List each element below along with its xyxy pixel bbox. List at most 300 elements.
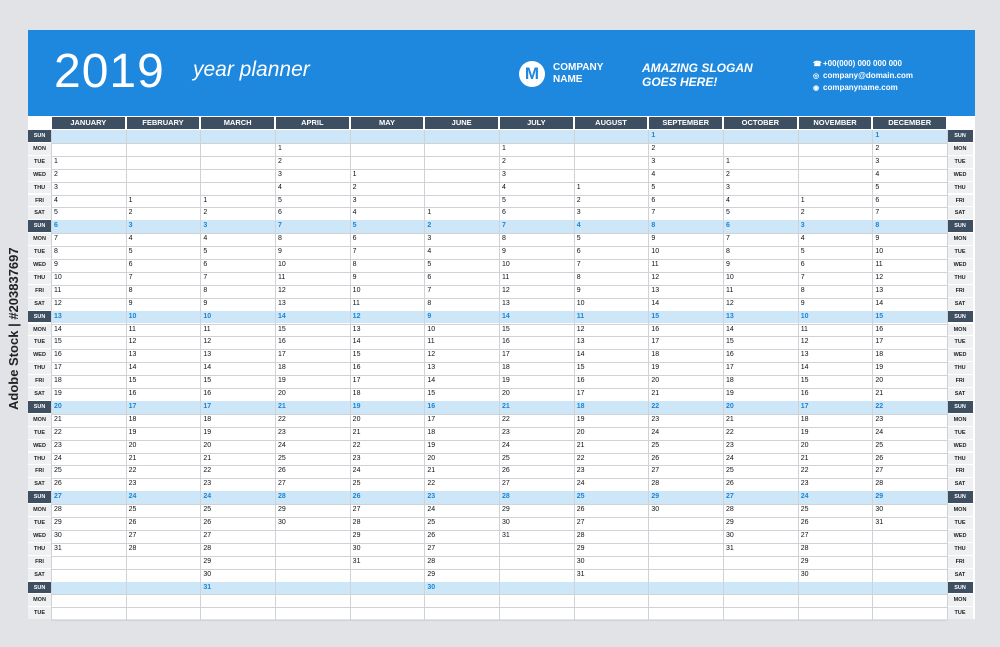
day-cell[interactable]: 6 xyxy=(651,196,656,204)
day-cell[interactable]: 3 xyxy=(352,196,357,204)
day-cell[interactable]: 3 xyxy=(427,235,432,243)
day-cell[interactable]: 7 xyxy=(576,261,581,268)
day-cell[interactable]: 27 xyxy=(352,506,361,514)
day-cell[interactable]: 10 xyxy=(800,312,809,320)
day-cell[interactable]: 17 xyxy=(54,364,62,372)
day-cell[interactable]: 6 xyxy=(427,273,432,281)
day-cell[interactable]: 22 xyxy=(726,428,734,436)
day-cell[interactable]: 24 xyxy=(576,480,585,488)
day-cell[interactable]: 24 xyxy=(352,467,361,475)
day-cell[interactable]: 23 xyxy=(726,441,734,449)
day-cell[interactable]: 23 xyxy=(502,428,510,436)
day-cell[interactable]: 7 xyxy=(278,222,282,230)
day-cell[interactable]: 1 xyxy=(576,183,581,191)
day-cell[interactable]: 31 xyxy=(576,570,585,578)
day-cell[interactable]: 30 xyxy=(576,557,585,565)
day-cell[interactable]: 11 xyxy=(576,312,585,320)
day-cell[interactable]: 2 xyxy=(352,183,357,191)
day-cell[interactable]: 2 xyxy=(427,222,432,230)
day-cell[interactable]: 1 xyxy=(352,170,357,178)
day-cell[interactable]: 15 xyxy=(278,325,286,333)
day-cell[interactable]: 29 xyxy=(502,506,510,514)
day-cell[interactable]: 4 xyxy=(128,235,133,243)
day-cell[interactable]: 25 xyxy=(875,441,884,449)
day-cell[interactable]: 16 xyxy=(54,351,62,359)
day-cell[interactable]: 13 xyxy=(800,351,809,359)
day-cell[interactable]: 3 xyxy=(726,183,730,191)
day-cell[interactable]: 25 xyxy=(800,506,809,514)
day-cell[interactable]: 6 xyxy=(128,261,133,268)
day-cell[interactable]: 18 xyxy=(427,428,436,436)
day-cell[interactable]: 1 xyxy=(427,209,432,217)
day-cell[interactable]: 13 xyxy=(576,338,585,346)
day-cell[interactable]: 20 xyxy=(352,415,361,423)
day-cell[interactable]: 5 xyxy=(128,248,133,256)
day-cell[interactable]: 18 xyxy=(800,415,809,423)
day-cell[interactable]: 20 xyxy=(278,390,286,397)
day-cell[interactable]: 17 xyxy=(427,415,436,423)
day-cell[interactable]: 5 xyxy=(352,222,357,230)
day-cell[interactable]: 3 xyxy=(278,170,282,178)
day-cell[interactable]: 28 xyxy=(576,531,585,539)
day-cell[interactable]: 22 xyxy=(278,415,286,423)
day-cell[interactable]: 11 xyxy=(726,286,734,294)
day-cell[interactable]: 7 xyxy=(128,273,133,281)
day-cell[interactable]: 24 xyxy=(203,493,212,501)
day-cell[interactable]: 20 xyxy=(726,402,734,410)
day-cell[interactable]: 26 xyxy=(502,467,510,475)
day-cell[interactable]: 20 xyxy=(502,390,510,397)
day-cell[interactable]: 25 xyxy=(278,454,286,462)
day-cell[interactable]: 6 xyxy=(502,209,506,217)
day-cell[interactable]: 11 xyxy=(352,299,360,307)
day-cell[interactable]: 31 xyxy=(726,544,734,552)
day-cell[interactable]: 15 xyxy=(352,351,361,359)
day-cell[interactable]: 16 xyxy=(576,377,585,385)
day-cell[interactable]: 19 xyxy=(800,428,809,436)
day-cell[interactable]: 28 xyxy=(800,544,809,552)
day-cell[interactable]: 13 xyxy=(502,299,510,307)
day-cell[interactable]: 8 xyxy=(576,273,581,281)
day-cell[interactable]: 7 xyxy=(54,235,58,243)
day-cell[interactable]: 20 xyxy=(800,441,809,449)
day-cell[interactable]: 12 xyxy=(278,286,286,294)
day-cell[interactable]: 2 xyxy=(875,144,880,152)
day-cell[interactable]: 22 xyxy=(800,467,809,475)
day-cell[interactable]: 19 xyxy=(128,428,137,436)
day-cell[interactable]: 30 xyxy=(352,544,361,552)
day-cell[interactable]: 19 xyxy=(54,390,62,397)
day-cell[interactable]: 31 xyxy=(352,557,361,565)
day-cell[interactable]: 6 xyxy=(800,261,805,268)
day-cell[interactable]: 14 xyxy=(128,364,137,372)
day-cell[interactable]: 21 xyxy=(352,428,361,436)
day-cell[interactable]: 4 xyxy=(54,196,58,204)
day-cell[interactable]: 15 xyxy=(576,364,585,372)
day-cell[interactable]: 25 xyxy=(726,467,734,475)
day-cell[interactable]: 24 xyxy=(502,441,510,449)
day-cell[interactable]: 21 xyxy=(875,390,884,397)
day-cell[interactable]: 17 xyxy=(278,351,286,359)
day-cell[interactable]: 14 xyxy=(651,299,660,307)
day-cell[interactable]: 9 xyxy=(726,261,730,268)
day-cell[interactable]: 25 xyxy=(651,441,660,449)
day-cell[interactable]: 21 xyxy=(203,454,212,462)
day-cell[interactable]: 1 xyxy=(203,196,208,204)
day-cell[interactable]: 4 xyxy=(278,183,282,191)
day-cell[interactable]: 9 xyxy=(54,261,58,268)
day-cell[interactable]: 23 xyxy=(128,480,137,488)
day-cell[interactable]: 21 xyxy=(800,454,809,462)
day-cell[interactable]: 19 xyxy=(427,441,436,449)
day-cell[interactable]: 22 xyxy=(54,428,62,436)
day-cell[interactable]: 6 xyxy=(576,248,581,256)
day-cell[interactable]: 26 xyxy=(875,454,884,462)
day-cell[interactable]: 11 xyxy=(203,325,211,333)
day-cell[interactable]: 11 xyxy=(800,325,808,333)
day-cell[interactable]: 8 xyxy=(726,248,730,256)
day-cell[interactable]: 12 xyxy=(352,312,361,320)
day-cell[interactable]: 2 xyxy=(651,144,656,152)
day-cell[interactable]: 18 xyxy=(352,390,361,397)
day-cell[interactable]: 10 xyxy=(502,261,510,268)
day-cell[interactable]: 18 xyxy=(875,351,884,359)
day-cell[interactable]: 8 xyxy=(278,235,282,243)
day-cell[interactable]: 24 xyxy=(128,493,137,501)
day-cell[interactable]: 26 xyxy=(203,519,212,526)
day-cell[interactable]: 2 xyxy=(800,209,805,217)
day-cell[interactable]: 9 xyxy=(800,299,805,307)
day-cell[interactable]: 13 xyxy=(278,299,286,307)
day-cell[interactable]: 27 xyxy=(203,531,212,539)
day-cell[interactable]: 14 xyxy=(800,364,809,372)
day-cell[interactable]: 2 xyxy=(576,196,581,204)
day-cell[interactable]: 14 xyxy=(576,351,585,359)
day-cell[interactable]: 25 xyxy=(128,506,137,514)
day-cell[interactable]: 1 xyxy=(651,132,656,139)
day-cell[interactable]: 26 xyxy=(352,493,361,501)
day-cell[interactable]: 2 xyxy=(278,157,282,165)
day-cell[interactable]: 4 xyxy=(800,235,805,243)
day-cell[interactable]: 6 xyxy=(352,235,357,243)
day-cell[interactable]: 29 xyxy=(54,519,62,526)
day-cell[interactable]: 5 xyxy=(800,248,805,256)
day-cell[interactable]: 8 xyxy=(427,299,432,307)
day-cell[interactable]: 17 xyxy=(502,351,510,359)
day-cell[interactable]: 29 xyxy=(875,493,884,501)
day-cell[interactable]: 8 xyxy=(352,261,357,268)
day-cell[interactable]: 18 xyxy=(128,415,137,423)
day-cell[interactable]: 4 xyxy=(576,222,581,230)
day-cell[interactable]: 22 xyxy=(427,480,436,488)
day-cell[interactable]: 10 xyxy=(427,325,436,333)
day-cell[interactable]: 9 xyxy=(278,248,282,256)
day-cell[interactable]: 16 xyxy=(427,402,436,410)
day-cell[interactable]: 16 xyxy=(800,390,809,397)
day-cell[interactable]: 19 xyxy=(502,377,510,385)
day-cell[interactable]: 5 xyxy=(278,196,282,204)
day-cell[interactable]: 20 xyxy=(875,377,884,385)
day-cell[interactable]: 29 xyxy=(576,544,585,552)
day-cell[interactable]: 10 xyxy=(54,273,62,281)
day-cell[interactable]: 15 xyxy=(427,390,436,397)
day-cell[interactable]: 23 xyxy=(427,493,436,501)
day-cell[interactable]: 27 xyxy=(128,531,137,539)
day-cell[interactable]: 7 xyxy=(427,286,432,294)
day-cell[interactable]: 27 xyxy=(800,531,809,539)
day-cell[interactable]: 13 xyxy=(427,364,436,372)
day-cell[interactable]: 19 xyxy=(651,364,660,372)
day-cell[interactable]: 29 xyxy=(800,557,809,565)
day-cell[interactable]: 3 xyxy=(54,183,58,191)
day-cell[interactable]: 17 xyxy=(576,390,585,397)
day-cell[interactable]: 23 xyxy=(54,441,62,449)
day-cell[interactable]: 2 xyxy=(128,209,133,217)
day-cell[interactable]: 27 xyxy=(726,493,734,501)
day-cell[interactable]: 12 xyxy=(726,299,734,307)
day-cell[interactable]: 15 xyxy=(203,377,212,385)
day-cell[interactable]: 10 xyxy=(278,261,286,268)
day-cell[interactable]: 13 xyxy=(875,286,884,294)
day-cell[interactable]: 20 xyxy=(128,441,137,449)
day-cell[interactable]: 22 xyxy=(502,415,510,423)
day-cell[interactable]: 4 xyxy=(875,170,880,178)
day-cell[interactable]: 6 xyxy=(875,196,880,204)
day-cell[interactable]: 27 xyxy=(278,480,286,488)
day-cell[interactable]: 20 xyxy=(576,428,585,436)
day-cell[interactable]: 18 xyxy=(576,402,585,410)
day-cell[interactable]: 5 xyxy=(203,248,208,256)
day-cell[interactable]: 1 xyxy=(800,196,805,204)
day-cell[interactable]: 5 xyxy=(427,261,432,268)
day-cell[interactable]: 24 xyxy=(278,441,286,449)
day-cell[interactable]: 28 xyxy=(651,480,660,488)
day-cell[interactable]: 10 xyxy=(726,273,734,281)
day-cell[interactable]: 16 xyxy=(278,338,286,346)
day-cell[interactable]: 7 xyxy=(352,248,357,256)
day-cell[interactable]: 2 xyxy=(726,170,730,178)
day-cell[interactable]: 18 xyxy=(502,364,510,372)
day-cell[interactable]: 21 xyxy=(726,415,734,423)
day-cell[interactable]: 31 xyxy=(875,519,884,526)
day-cell[interactable]: 17 xyxy=(128,402,137,410)
day-cell[interactable]: 29 xyxy=(203,557,212,565)
day-cell[interactable]: 6 xyxy=(726,222,730,230)
day-cell[interactable]: 24 xyxy=(726,454,734,462)
day-cell[interactable]: 25 xyxy=(576,493,585,501)
day-cell[interactable]: 3 xyxy=(875,157,880,165)
day-cell[interactable]: 29 xyxy=(726,519,734,526)
day-cell[interactable]: 30 xyxy=(427,583,436,591)
day-cell[interactable]: 8 xyxy=(875,222,880,230)
day-cell[interactable]: 30 xyxy=(54,531,62,539)
day-cell[interactable]: 8 xyxy=(651,222,656,230)
day-cell[interactable]: 28 xyxy=(278,493,286,501)
day-cell[interactable]: 20 xyxy=(54,402,62,410)
day-cell[interactable]: 31 xyxy=(54,544,62,552)
day-cell[interactable]: 27 xyxy=(576,519,585,526)
day-cell[interactable]: 7 xyxy=(875,209,880,217)
day-cell[interactable]: 8 xyxy=(203,286,208,294)
day-cell[interactable]: 28 xyxy=(726,506,734,514)
day-cell[interactable]: 11 xyxy=(875,261,883,268)
day-cell[interactable]: 15 xyxy=(800,377,809,385)
day-cell[interactable]: 19 xyxy=(875,364,884,372)
day-cell[interactable]: 21 xyxy=(54,415,62,423)
day-cell[interactable]: 17 xyxy=(203,402,212,410)
day-cell[interactable]: 21 xyxy=(278,402,286,410)
day-cell[interactable]: 16 xyxy=(352,364,361,372)
day-cell[interactable]: 12 xyxy=(54,299,62,307)
day-cell[interactable]: 9 xyxy=(203,299,208,307)
day-cell[interactable]: 26 xyxy=(278,467,286,475)
day-cell[interactable]: 30 xyxy=(203,570,212,578)
day-cell[interactable]: 5 xyxy=(54,209,58,217)
day-cell[interactable]: 11 xyxy=(278,273,286,281)
day-cell[interactable]: 20 xyxy=(427,454,436,462)
day-cell[interactable]: 4 xyxy=(651,170,656,178)
day-cell[interactable]: 9 xyxy=(427,312,432,320)
day-cell[interactable]: 16 xyxy=(651,325,660,333)
day-cell[interactable]: 25 xyxy=(54,467,62,475)
day-cell[interactable]: 12 xyxy=(128,338,137,346)
day-cell[interactable]: 13 xyxy=(203,351,212,359)
day-cell[interactable]: 16 xyxy=(726,351,734,359)
day-cell[interactable]: 23 xyxy=(800,480,809,488)
day-cell[interactable]: 31 xyxy=(502,531,510,539)
day-cell[interactable]: 21 xyxy=(651,390,660,397)
day-cell[interactable]: 27 xyxy=(651,467,660,475)
day-cell[interactable]: 19 xyxy=(726,390,734,397)
day-cell[interactable]: 26 xyxy=(576,506,585,514)
day-cell[interactable]: 9 xyxy=(651,235,656,243)
day-cell[interactable]: 25 xyxy=(203,506,212,514)
day-cell[interactable]: 22 xyxy=(128,467,137,475)
day-cell[interactable]: 12 xyxy=(502,286,510,294)
day-cell[interactable]: 25 xyxy=(502,454,510,462)
day-cell[interactable]: 15 xyxy=(726,338,734,346)
day-cell[interactable]: 26 xyxy=(128,519,137,526)
day-cell[interactable]: 22 xyxy=(875,402,884,410)
day-cell[interactable]: 1 xyxy=(54,157,58,165)
day-cell[interactable]: 13 xyxy=(352,325,361,333)
day-cell[interactable]: 23 xyxy=(651,415,660,423)
day-cell[interactable]: 19 xyxy=(203,428,212,436)
day-cell[interactable]: 7 xyxy=(800,273,805,281)
day-cell[interactable]: 1 xyxy=(726,157,730,165)
day-cell[interactable]: 7 xyxy=(651,209,656,217)
day-cell[interactable]: 7 xyxy=(203,273,208,281)
day-cell[interactable]: 3 xyxy=(651,157,656,165)
day-cell[interactable]: 6 xyxy=(54,222,58,230)
day-cell[interactable]: 9 xyxy=(576,286,581,294)
day-cell[interactable]: 24 xyxy=(800,493,809,501)
day-cell[interactable]: 24 xyxy=(54,454,62,462)
day-cell[interactable]: 3 xyxy=(576,209,581,217)
day-cell[interactable]: 12 xyxy=(576,325,585,333)
day-cell[interactable]: 16 xyxy=(128,390,137,397)
day-cell[interactable]: 8 xyxy=(800,286,805,294)
day-cell[interactable]: 30 xyxy=(800,570,809,578)
day-cell[interactable]: 11 xyxy=(128,325,136,333)
day-cell[interactable]: 16 xyxy=(502,338,510,346)
day-cell[interactable]: 11 xyxy=(502,273,510,281)
day-cell[interactable]: 3 xyxy=(128,222,133,230)
day-cell[interactable]: 12 xyxy=(203,338,212,346)
day-cell[interactable]: 16 xyxy=(203,390,212,397)
day-cell[interactable]: 14 xyxy=(875,299,884,307)
day-cell[interactable]: 11 xyxy=(427,338,435,346)
day-cell[interactable]: 12 xyxy=(875,273,884,281)
day-cell[interactable]: 2 xyxy=(203,209,208,217)
day-cell[interactable]: 5 xyxy=(576,235,581,243)
day-cell[interactable]: 14 xyxy=(427,377,436,385)
day-cell[interactable]: 10 xyxy=(576,299,585,307)
day-cell[interactable]: 17 xyxy=(651,338,660,346)
day-cell[interactable]: 1 xyxy=(502,144,506,152)
day-cell[interactable]: 11 xyxy=(651,261,659,268)
day-cell[interactable]: 22 xyxy=(352,441,361,449)
day-cell[interactable]: 9 xyxy=(502,248,506,256)
day-cell[interactable]: 21 xyxy=(427,467,436,475)
day-cell[interactable]: 2 xyxy=(54,170,58,178)
day-cell[interactable]: 4 xyxy=(203,235,208,243)
day-cell[interactable]: 19 xyxy=(352,402,361,410)
day-cell[interactable]: 12 xyxy=(427,351,436,359)
day-cell[interactable]: 10 xyxy=(651,248,660,256)
day-cell[interactable]: 27 xyxy=(427,544,436,552)
day-cell[interactable]: 8 xyxy=(54,248,58,256)
day-cell[interactable]: 24 xyxy=(651,428,660,436)
day-cell[interactable]: 14 xyxy=(502,312,510,320)
day-cell[interactable]: 5 xyxy=(502,196,506,204)
day-cell[interactable]: 3 xyxy=(502,170,506,178)
day-cell[interactable]: 25 xyxy=(427,519,436,526)
day-cell[interactable]: 25 xyxy=(352,480,361,488)
day-cell[interactable]: 14 xyxy=(726,325,734,333)
day-cell[interactable]: 28 xyxy=(427,557,436,565)
day-cell[interactable]: 16 xyxy=(875,325,884,333)
day-cell[interactable]: 13 xyxy=(726,312,734,320)
day-cell[interactable]: 24 xyxy=(875,428,884,436)
day-cell[interactable]: 30 xyxy=(278,519,286,526)
day-cell[interactable]: 10 xyxy=(352,286,361,294)
day-cell[interactable]: 17 xyxy=(352,377,361,385)
day-cell[interactable]: 19 xyxy=(278,377,286,385)
day-cell[interactable]: 14 xyxy=(278,312,286,320)
day-cell[interactable]: 11 xyxy=(54,286,62,294)
day-cell[interactable]: 20 xyxy=(651,377,660,385)
day-cell[interactable]: 18 xyxy=(203,415,212,423)
day-cell[interactable]: 5 xyxy=(875,183,880,191)
day-cell[interactable]: 22 xyxy=(576,454,585,462)
day-cell[interactable]: 9 xyxy=(875,235,880,243)
day-cell[interactable]: 13 xyxy=(128,351,137,359)
day-cell[interactable]: 28 xyxy=(502,493,510,501)
day-cell[interactable]: 26 xyxy=(651,454,660,462)
day-cell[interactable]: 1 xyxy=(875,132,880,139)
day-cell[interactable]: 10 xyxy=(203,312,212,320)
day-cell[interactable]: 28 xyxy=(203,544,212,552)
day-cell[interactable]: 24 xyxy=(427,506,436,514)
day-cell[interactable]: 23 xyxy=(875,415,884,423)
day-cell[interactable]: 17 xyxy=(726,364,734,372)
day-cell[interactable]: 6 xyxy=(278,209,282,217)
day-cell[interactable]: 29 xyxy=(427,570,436,578)
day-cell[interactable]: 21 xyxy=(128,454,137,462)
day-cell[interactable]: 26 xyxy=(800,519,809,526)
day-cell[interactable]: 20 xyxy=(203,441,212,449)
